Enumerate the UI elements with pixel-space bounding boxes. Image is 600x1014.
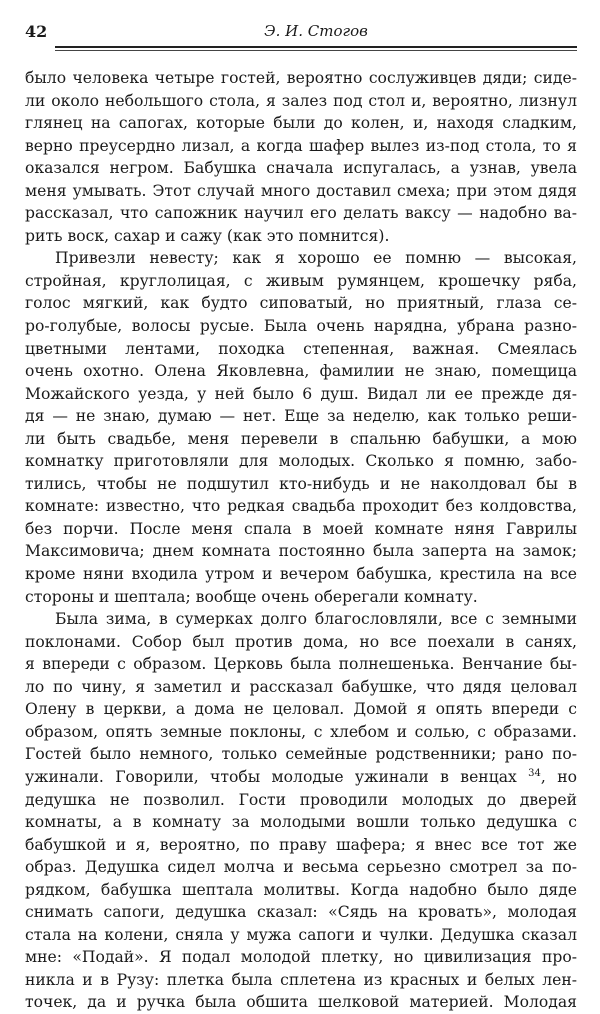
text-line: точек, да и ручка была обшита шелковой материей. Молодая [25,993,577,1012]
text-line: стройная, круглолицая, с живым румянцем, крошечку ряба, [25,271,577,290]
text-line: рассказал, что сапожник научил его делать ваксу — надобно ва- [25,204,577,223]
page-number: 42 [25,22,48,41]
text-line: ужинали. Говорили, чтобы молодые ужинали в венцах $^{34}$, но [25,767,577,786]
text-line: дя — не знаю, думаю — нет. Еще за неделю, как только реши- [25,407,577,426]
header-rule-thin [55,50,577,51]
text-line: я впереди с образом. Церковь была полнешенька. Венчание бы- [25,655,577,674]
text-line: рядком, бабушка шептала молитвы. Когда надобно было дяде [25,880,577,899]
text-line: комнатку приготовляли для молодых. Сколько я помню, забо- [25,452,577,471]
text-line: комнаты, а в комнату за молодыми вошли только дедушка с [25,813,577,832]
body-text [25,67,577,1014]
text-line: голос мягкий, как будто сиповатый, но приятный, глаза се- [25,294,577,313]
text-line: ро-голубые, волосы русые. Была очень нарядна, убрана разно- [25,317,577,336]
text-line: без порчи. После меня спала в моей комнате няня Гаврилы [25,519,577,538]
text-line: Можайского уезда, у ней было 6 душ. Видал ли ее прежде дя- [25,384,577,403]
text-line: оказался негром. Бабушка сначала испугалась, а узнав, увела [25,159,577,178]
text-line: стороны и шептала; вообще очень оберегали комнату. [25,587,478,606]
text-line: комнате: известно, что редкая свадьба проходит без колдовства, [25,497,577,516]
text-line: дедушка не позволил. Гости проводили молодых до дверей [25,790,577,809]
running-title: Э. И. Стогов [264,22,368,40]
text-line: образом, опять земные поклоны, с хлебом и солью, с образами. [25,722,577,741]
text-line: снимать сапоги, дедушка сказал: «Сядь на кровать», молодая [25,903,577,922]
text-line: стала на колени, сняла у мужа сапоги и чулки. Дедушка сказал [25,925,577,944]
text-line: ло по чину, я заметил и рассказал бабушке, что дядя целовал [25,677,577,696]
running-head [0,22,600,52]
text-line: очень охотно. Олена Яковлевна, фамилии не знаю, помещица [25,362,577,381]
text-line: образ. Дедушка сидел молча и весьма серьезно смотрел за по- [25,858,577,877]
text-line: бабушкой и я, вероятно, по праву шафера; я внес все тот же [25,835,577,854]
text-line: Олену в церкви, а дома не целовал. Домой я опять впереди с [25,700,577,719]
footnote-ref[interactable]: 34 [528,767,541,779]
text-line: мне: «Подай». Я подал молодой плетку, но цивилизация про- [25,948,577,967]
text-line: Гостей было немного, только семейные родственники; рано по- [25,745,577,764]
text-line: никла и в Рузу: плетка была сплетена из красных и белых лен- [25,970,577,989]
text-line: глянец на сапогах, которые были до колен, и, находя сладким, [25,114,577,133]
text-line: Максимовича; днем комната постоянно была заперта на замок; [25,542,577,561]
text-line: поклонами. Собор был против дома, но все поехали в санях, [25,632,577,651]
text-line: меня умывать. Этот случай много доставил смеха; при этом дядя [25,181,577,200]
text-line: ли около небольшого стола, я залез под стол и, вероятно, лизнул [25,91,577,110]
text-line: тились, чтобы не подшутил кто-нибудь и не наколдовал бы в [25,474,577,493]
text-line: кроме няни входила утром и вечером бабушка, крестила на все [25,565,577,584]
text-line: верно преусердно лизал, а когда шафер вылез из-под стола, то я [25,136,577,155]
text-line: рить воск, сахар и сажу (как это помнится). [25,226,390,245]
text-line: ли быть свадьбе, меня перевели в спальню бабушки, а мою [25,429,577,448]
text-line: Была зима, в сумерках долго благословляли, все с земными [55,610,577,629]
text-line: цветными лентами, походка степенная, важная. Смеялась [25,339,577,358]
text-line: Привезли невесту; как я хорошо ее помню — высокая, [55,249,577,268]
header-rule-thick [55,46,577,48]
text-line: было человека четыре гостей, вероятно сослуживцев дяди; сиде- [25,69,577,87]
